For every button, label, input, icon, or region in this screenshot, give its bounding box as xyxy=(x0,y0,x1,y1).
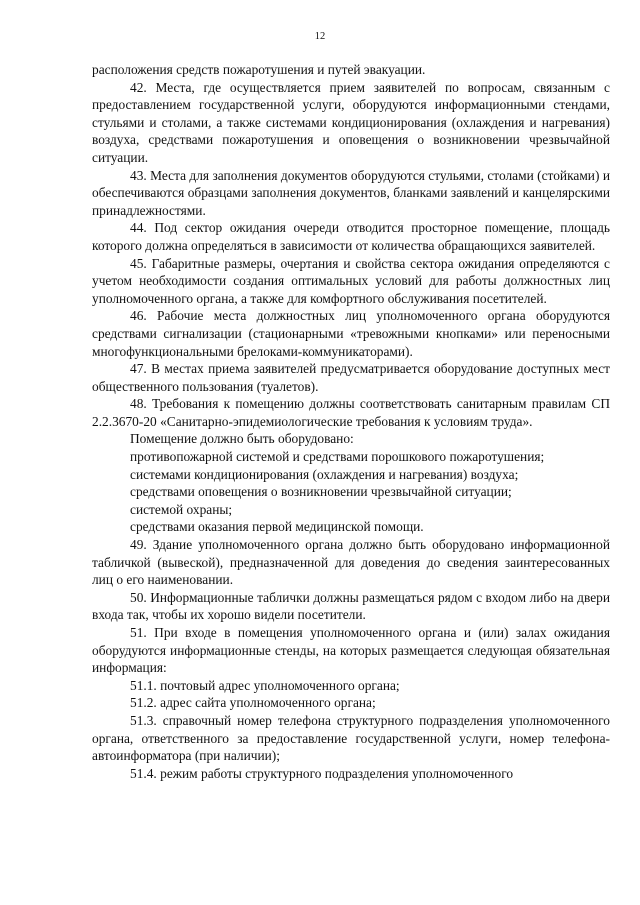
paragraph-45: 45. Габаритные размеры, очертания и свойства сектора ожидания определяются с учетом необходимости создания оптимальных условий для работы должностных лиц уполномоченного органа, а также для комфортного обслуживания посетителей. xyxy=(92,255,610,306)
paragraph-51: 51. При входе в помещения уполномоченного органа и (или) залах ожидания оборудуются информационные стенды, на которых размещается следующая обязательная информация: xyxy=(92,625,610,676)
list-item-air-conditioning: системами кондиционирования (охлаждения и нагревания) воздуха; xyxy=(130,466,519,482)
paragraph-51-2: 51.2. адрес сайта уполномоченного органа; xyxy=(130,695,376,711)
paragraph-equipment-intro: Помещение должно быть оборудовано: xyxy=(130,431,354,447)
paragraph-51-1: 51.1. почтовый адрес уполномоченного органа; xyxy=(130,677,400,693)
list-item-emergency-alert: средствами оповещения о возникновении чрезвычайной ситуации; xyxy=(130,484,512,500)
paragraph-44: 44. Под сектор ожидания очереди отводится просторное помещение, площадь которого должна определяться в зависимости от количества обращающихся заявителей. xyxy=(92,220,610,253)
document-body xyxy=(92,61,610,782)
paragraph-continuation: расположения средств пожаротушения и путей эвакуации. xyxy=(92,62,426,77)
paragraph-42: 42. Места, где осуществляется прием заявителей по вопросам, связанным с предоставлением государственной услуги, оборудуются информационными стендами, стульями и столами, а также системами кондиционирования (охлаждения и нагревания) воздуха, средствами пожаротушения и оповещения о возникновении чрезвычайной ситуации. xyxy=(92,79,610,165)
paragraph-51-3: 51.3. справочный номер телефона структурного подразделения уполномоченного органа, ответственного за предоставление государственной услуги, номер телефона-автоинформатора (при наличии); xyxy=(92,712,610,764)
paragraph-50: 50. Информационные таблички должны размещаться рядом с входом либо на двери входа так, чтобы их хорошо видели посетители. xyxy=(92,589,610,623)
page-number: 12 xyxy=(314,31,326,42)
paragraph-47: 47. В местах приема заявителей предусматривается оборудование доступных мест общественного пользования (туалетов). xyxy=(92,361,610,394)
paragraph-43: 43. Места для заполнения документов оборудуются стульями, столами (стойками) и обеспечиваются образцами заполнения документов, бланками заявлений и канцелярскими принадлежностями. xyxy=(92,167,610,218)
list-item-fire-system: противопожарной системой и средствами порошкового пожаротушения; xyxy=(130,449,545,465)
list-item-security-system: системой охраны; xyxy=(130,501,233,517)
paragraph-51-4: 51.4. режим работы структурного подразделения уполномоченного xyxy=(130,765,514,781)
paragraph-46: 46. Рабочие места должностных лиц уполномоченного органа оборудуются средствами сигнализации (стационарными «тревожными кнопками» или переносными многофункциональными брелоками-коммуникаторами). xyxy=(92,308,610,359)
list-item-first-aid: средствами оказания первой медицинской помощи. xyxy=(130,519,424,535)
paragraph-49: 49. Здание уполномоченного органа должно быть оборудовано информационной табличкой (вывеской), предназначенной для доведения до сведения заинтересованных лиц о его наименовании. xyxy=(92,537,610,588)
paragraph-48: 48. Требования к помещению должны соответствовать санитарным правилам СП 2.2.3670-20 «Санитарно-эпидемиологические требования к условиям труда». xyxy=(92,396,610,429)
